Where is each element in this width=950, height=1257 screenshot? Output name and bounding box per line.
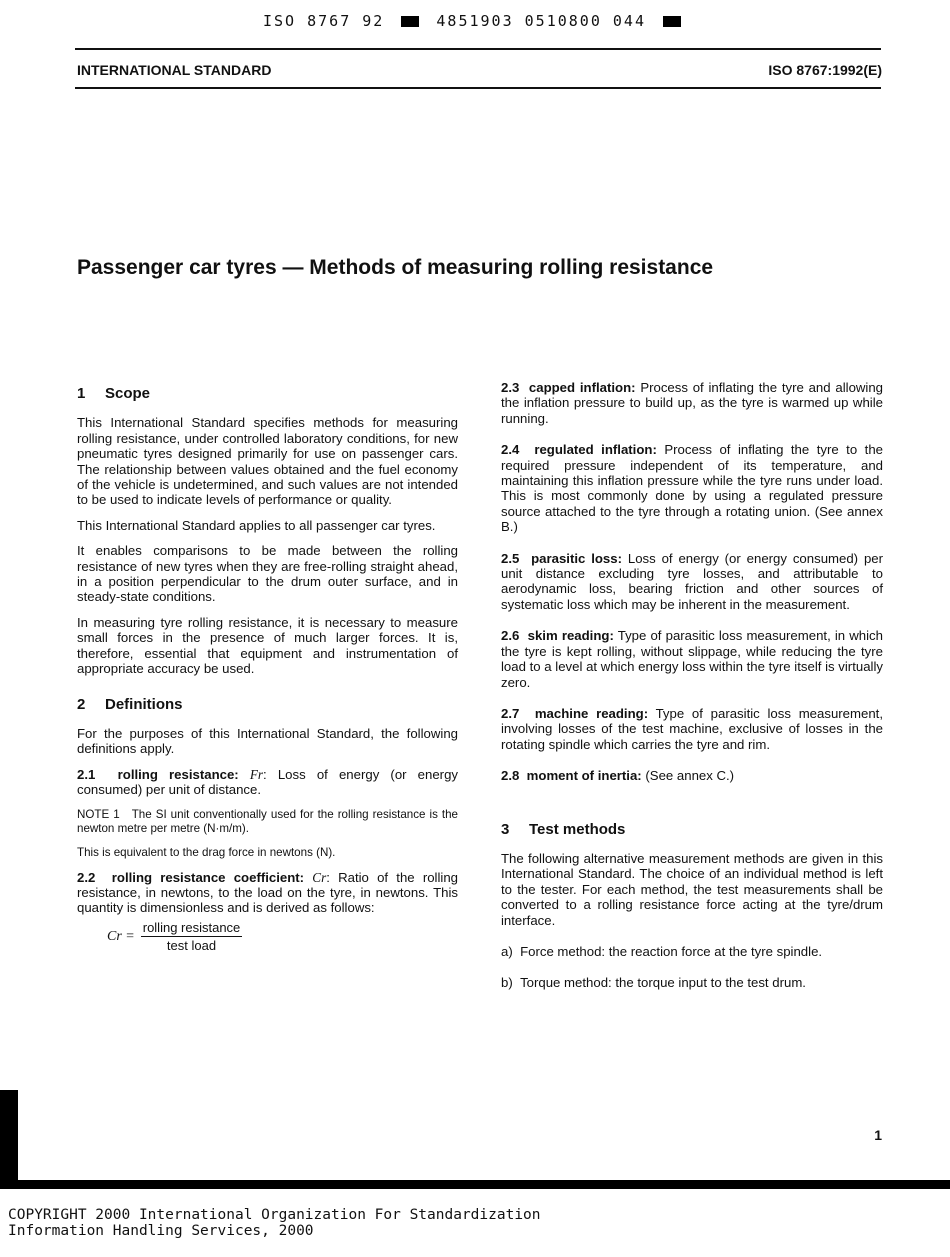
test-method-a-label: a) [501, 943, 513, 959]
barcode-line [0, 12, 950, 30]
left-column [77, 380, 458, 954]
definition-2-1-symbol: Fr [249, 766, 264, 782]
note-1-continuation: This is equivalent to the drag force in newtons (N). [77, 845, 336, 859]
scope-paragraph-4: In measuring tyre rolling resistance, it is necessary to measure small forces in the presence of much larger forces. It is, therefore, essential that equipment and instrumentation of appropriate accuracy be used. [77, 614, 458, 677]
section-1-heading [77, 386, 458, 401]
copyright-footer [8, 1207, 541, 1239]
test-method-b-text: Torque method: the torque input to the test drum. [520, 975, 806, 991]
rolling-resistance-coefficient-formula [107, 920, 458, 954]
scope-paragraph-3: It enables comparisons to be made between the rolling resistance of new tyres when they are free-rolling straight ahead, in a position perpendicular to the drum outer surface, and in steady-state conditions. [77, 543, 458, 605]
formula-lhs: Cr = [107, 928, 135, 944]
formula-numerator: rolling resistance [141, 920, 243, 937]
section-1-number: 1 [77, 385, 86, 402]
definitions-intro: For the purposes of this International Standard, the following definitions apply. [77, 725, 458, 757]
section-2-number: 2 [77, 695, 86, 713]
definition-2-8-number: 2.8 [501, 768, 520, 784]
test-methods-paragraph: The following alternative measurement methods are given in this International Standard. The choice of an individual method is left to the tester. For each method, the test measurements shall be converted to a rolling resistance force acting at the tyre/drum interface. [501, 850, 883, 928]
definition-2-4-term: regulated inflation: [534, 442, 657, 458]
note-1-label: NOTE 1 [77, 807, 120, 821]
barcode-block-1 [401, 16, 419, 27]
definition-2-1-number: 2.1 [77, 766, 96, 782]
definition-2-1-text: Loss of energy (or energy consumed) per unit of distance. [77, 766, 459, 798]
definition-2-5-term: parasitic loss: [531, 550, 622, 566]
scan-bottom-edge [0, 1180, 950, 1189]
header-top-rule [75, 48, 881, 50]
header-bottom-rule [75, 87, 881, 89]
definition-2-8-term: moment of inertia: [526, 768, 642, 784]
definition-2-4 [501, 442, 883, 534]
definition-2-6-number: 2.6 [501, 628, 520, 644]
definition-2-7-term: machine reading: [534, 705, 649, 721]
test-method-a-text: Force method: the reaction force at the tyre spindle. [520, 943, 823, 959]
document-title: Passenger car tyres — Methods of measuring rolling resistance [77, 256, 714, 279]
definition-2-3-text: Process of inflating the tyre and allowing the inflation pressure to build up, as the tyre is warmed up while running. [501, 380, 884, 426]
right-column [501, 380, 883, 1001]
section-2-title: Definitions [105, 695, 183, 713]
formula-fraction [141, 920, 243, 954]
note-1 [77, 808, 458, 836]
definition-2-6 [501, 628, 883, 690]
definition-2-2-symbol: Cr [312, 869, 327, 885]
test-method-b-label: b) [501, 975, 513, 991]
footer-line-2: Information Handling Services, 2000 [8, 1223, 314, 1239]
definition-2-2-term: rolling resistance coefficient: [111, 869, 305, 885]
definition-2-8-text: (See annex C.) [645, 768, 735, 784]
definition-2-6-text: Type of parasitic loss measurement, in which the tyre is kept rolling, without slippage, while reducing the tyre load to a level at which energy loss within the tyre itself is virtually zero. [501, 628, 883, 690]
definition-2-2-number: 2.2 [77, 869, 96, 885]
definition-2-1: 2.1 rolling resistance: Fr: Loss of energy (or energy consumed) per unit of distance. [77, 766, 459, 798]
definition-2-5-number: 2.5 [501, 550, 520, 566]
definition-2-2: 2.2 rolling resistance coefficient: Cr: Ratio of the rolling resistance, in newtons, to the load on the tyre, in newtons. This quantity is dimensionless and is derived as follows: [77, 869, 459, 916]
scope-paragraph-2: This International Standard applies to all passenger car tyres. [77, 517, 436, 533]
scan-left-edge [0, 1090, 18, 1188]
test-method-a [501, 944, 883, 959]
formula-denominator: test load [166, 938, 217, 954]
definition-2-5 [501, 551, 883, 613]
section-3-title: Test methods [529, 820, 626, 838]
section-3-number: 3 [501, 820, 510, 838]
definition-2-1-term: rolling resistance: [117, 766, 239, 782]
definition-2-3 [501, 380, 883, 426]
footer-line-1: COPYRIGHT 2000 International Organization For Standardization [8, 1207, 541, 1223]
definition-2-4-text: Process of inflating the tyre to the required pressure independent of its temperature, and maintaining this inflation pressure while the tyre runs under load. This is most commonly done by using a regulated pressure source attached to the tyre through a rotating union. (See annex B.) [501, 442, 884, 535]
definition-2-3-number: 2.3 [501, 380, 520, 395]
section-2-heading [77, 697, 458, 712]
definition-2-7-number: 2.7 [501, 705, 520, 721]
barcode-text-1: ISO 8767 92 [262, 12, 385, 30]
test-method-b [501, 975, 883, 990]
definition-2-7 [501, 706, 883, 752]
page-number: 1 [874, 1127, 882, 1143]
scope-paragraph-1: This International Standard specifies methods for measuring rolling resistance, under controlled laboratory conditions, for new pneumatic tyres designed primarily for use on passenger cars. The relationship between values obtained and the fuel economy of the vehicle is undetermined, and such values are not intended to be used to indicate levels of performance or quality. [77, 415, 458, 508]
header-document-id: ISO 8767:1992(E) [768, 62, 882, 78]
section-1-title: Scope [105, 385, 151, 402]
definition-2-4-number: 2.4 [501, 442, 520, 458]
definition-2-2-text: Ratio of the rolling resistance, in newtons, to the load on the tyre, in newtons. This quantity is dimensionless and is derived as follows: [77, 869, 459, 916]
barcode-text-2: 4851903 0510800 044 [436, 12, 646, 30]
definition-2-8 [501, 768, 883, 783]
barcode-block-2 [663, 16, 681, 27]
section-3-heading [501, 822, 883, 837]
definition-2-3-term: capped inflation: [528, 380, 636, 395]
definition-2-5-text: Loss of energy (or energy consumed) per unit distance excluding tyre losses, and attributable to aerodynamic loss, bearing friction and other sources of systematic loss which may be inherent in the measurement. [501, 550, 884, 612]
note-1-text: The SI unit conventionally used for the rolling resistance is the newton metre per metre (N·m/m). [77, 807, 459, 835]
header-standard-label: INTERNATIONAL STANDARD [77, 62, 272, 78]
definition-2-6-term: skim reading: [527, 628, 614, 644]
definition-2-7-text: Type of parasitic loss measurement, involving losses of the test machine, exclusive of losses in the rotating spindle which carries the tyre and rim. [501, 705, 883, 752]
